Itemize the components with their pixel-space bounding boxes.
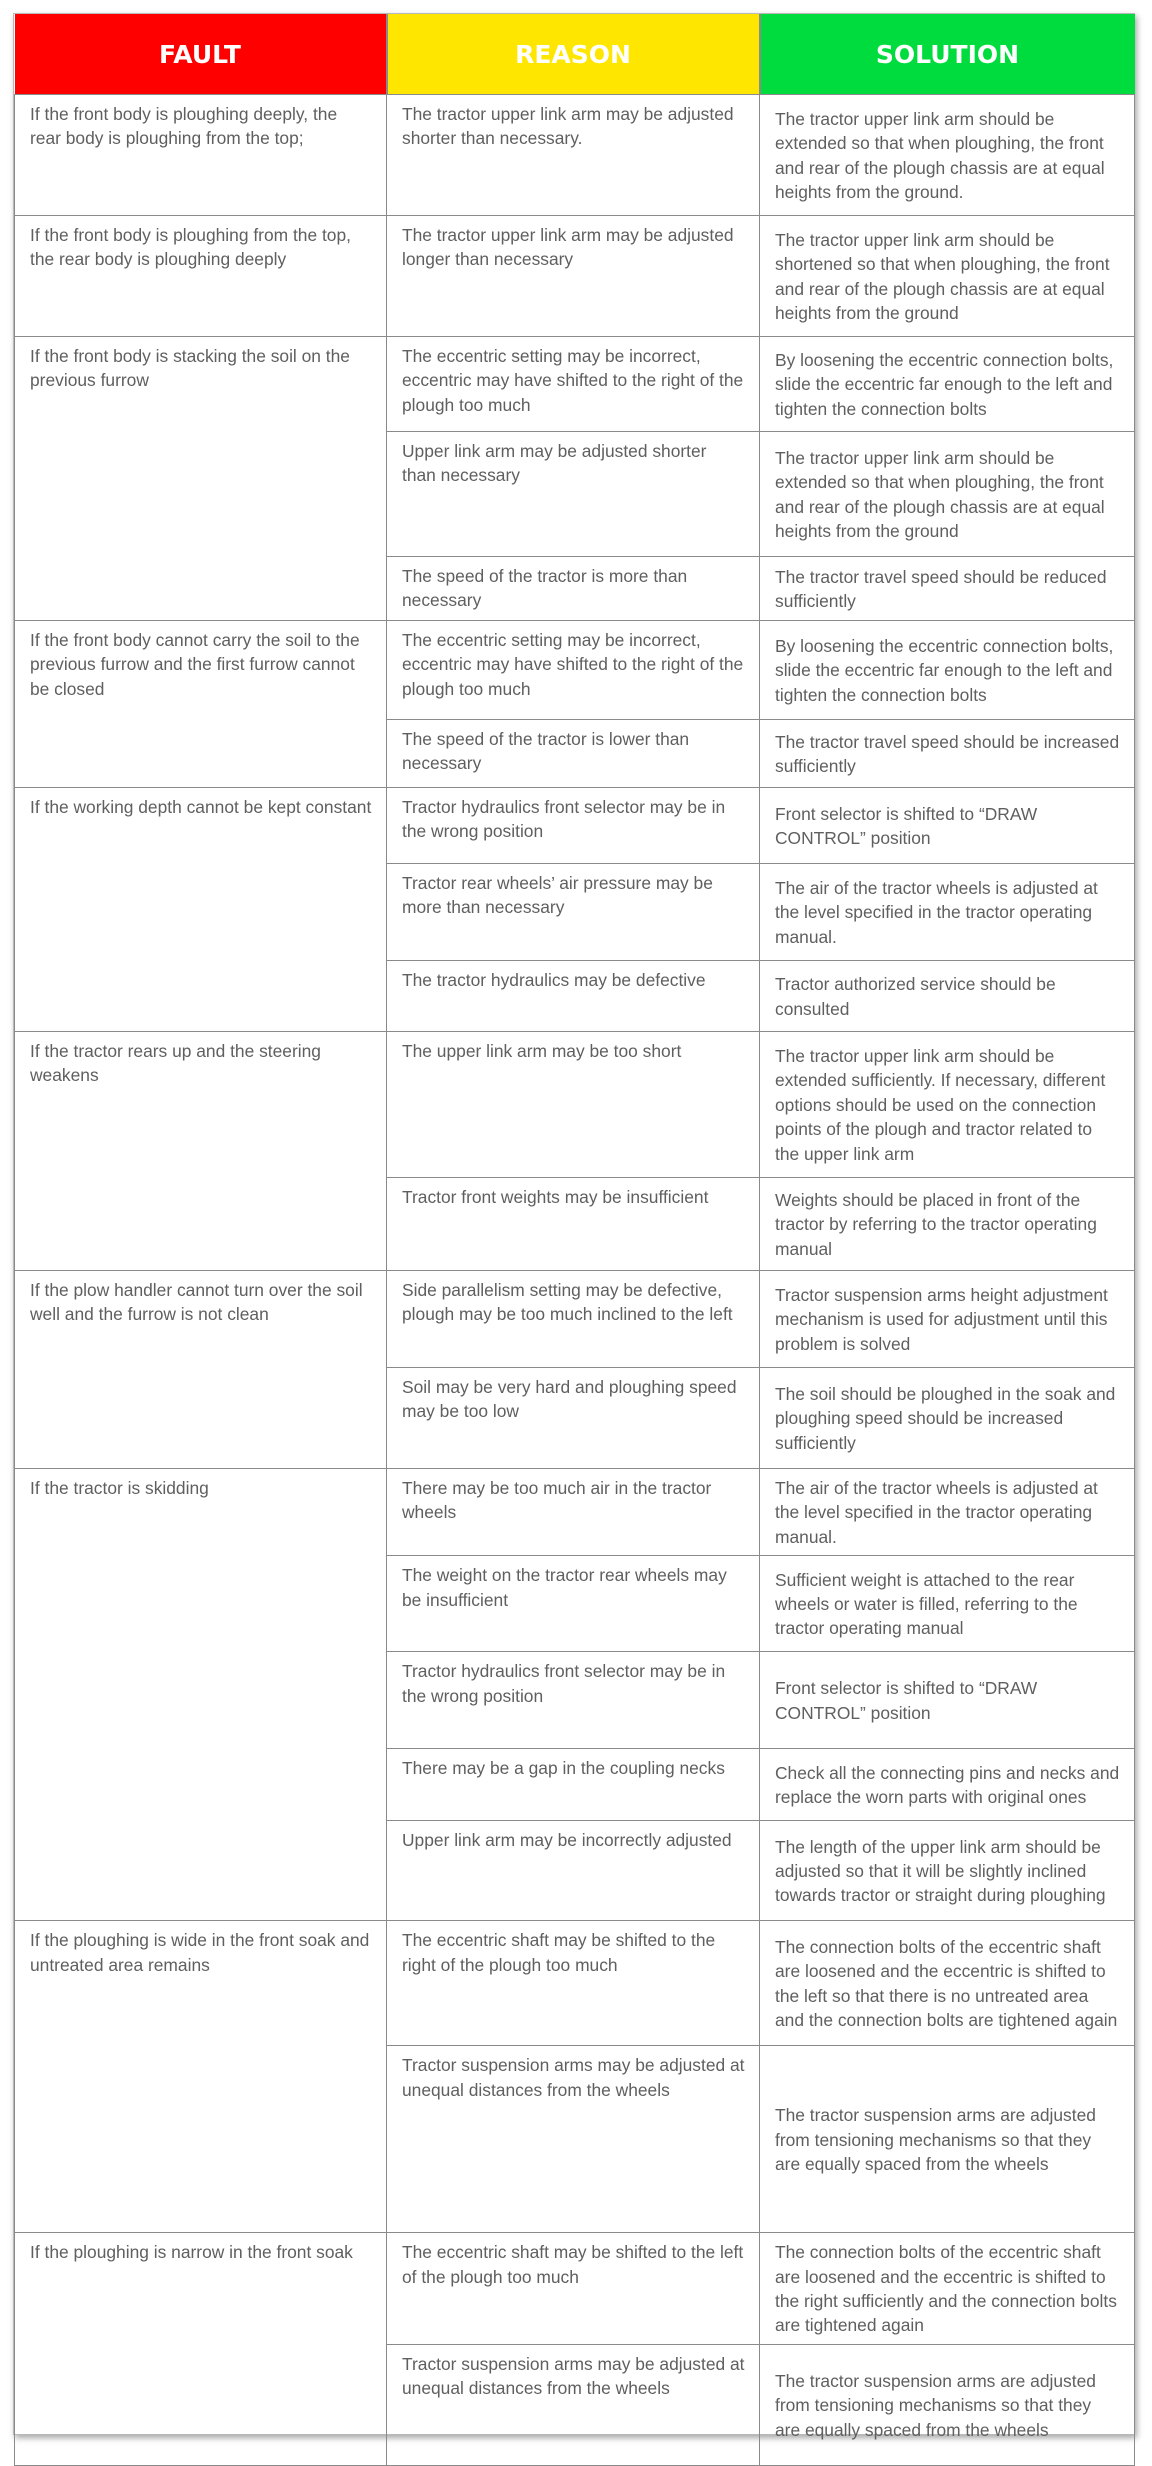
solution-cell: The air of the tractor wheels is adjusted at the level specified in the tractor operating manual. (760, 1469, 1135, 1556)
fault-cell: If the front body is stacking the soil on the previous furrow (15, 337, 387, 621)
table-row (15, 788, 1135, 864)
table-row (15, 1469, 1135, 1556)
solution-cell: The tractor upper link arm should be extended so that when ploughing, the front and rear of the plough chassis are at equal heights from the ground (760, 432, 1135, 557)
table-body (15, 95, 1135, 2466)
reason-cell: Tractor front weights may be insufficient (387, 1178, 760, 1271)
reason-cell: The speed of the tractor is lower than necessary (387, 720, 760, 788)
solution-cell: The tractor upper link arm should be extended sufficiently. If necessary, different options should be used on the connection points of the plough and tractor related to the upper link arm (760, 1032, 1135, 1178)
solution-cell: The connection bolts of the eccentric shaft are loosened and the eccentric is shifted to the right sufficiently and the connection bolts are tightened again (760, 2233, 1135, 2345)
reason-cell: The weight on the tractor rear wheels may be insufficient (387, 1556, 760, 1652)
solution-cell: Tractor authorized service should be consulted (760, 961, 1135, 1032)
reason-cell: The tractor hydraulics may be defective (387, 961, 760, 1032)
fault-cell: If the front body is ploughing deeply, the rear body is ploughing from the top; (15, 95, 387, 216)
fault-cell: If the tractor is skidding (15, 1469, 387, 1921)
reason-cell: Tractor suspension arms may be adjusted at unequal distances from the wheels (387, 2344, 760, 2465)
reason-cell: The eccentric shaft may be shifted to the left of the plough too much (387, 2233, 760, 2345)
reason-cell: Upper link arm may be adjusted shorter than necessary (387, 432, 760, 557)
table-row (15, 95, 1135, 216)
reason-cell: There may be too much air in the tractor wheels (387, 1469, 760, 1556)
reason-cell: Tractor hydraulics front selector may be in the wrong position (387, 1652, 760, 1749)
solution-cell: The tractor upper link arm should be shortened so that when ploughing, the front and rear of the plough chassis are at equal heights from the ground (760, 216, 1135, 337)
table-row (15, 1921, 1135, 2046)
reason-cell: Tractor rear wheels’ air pressure may be more than necessary (387, 864, 760, 961)
fault-header: FAULT (15, 14, 387, 95)
solution-cell: The tractor travel speed should be increased sufficiently (760, 720, 1135, 788)
reason-cell: The tractor upper link arm may be adjusted longer than necessary (387, 216, 760, 337)
table-row (15, 621, 1135, 720)
fault-cell: If the front body is ploughing from the top, the rear body is ploughing deeply (15, 216, 387, 337)
reason-header: REASON (387, 14, 760, 95)
reason-cell: Side parallelism setting may be defective, plough may be too much inclined to the left (387, 1271, 760, 1368)
reason-cell: The upper link arm may be too short (387, 1032, 760, 1178)
reason-cell: Tractor hydraulics front selector may be in the wrong position (387, 788, 760, 864)
table-row (15, 216, 1135, 337)
solution-cell: Weights should be placed in front of the tractor by referring to the tractor operating manual (760, 1178, 1135, 1271)
fault-cell: If the front body cannot carry the soil to the previous furrow and the first furrow cannot be closed (15, 621, 387, 788)
reason-cell: The speed of the tractor is more than necessary (387, 557, 760, 621)
solution-cell: The air of the tractor wheels is adjusted at the level specified in the tractor operating manual. (760, 864, 1135, 961)
table-row (15, 2233, 1135, 2345)
troubleshooting-table (14, 14, 1135, 2466)
solution-cell: By loosening the eccentric connection bolts, slide the eccentric far enough to the left and tighten the connection bolts (760, 337, 1135, 432)
reason-cell: The eccentric shaft may be shifted to the right of the plough too much (387, 1921, 760, 2046)
solution-cell: The length of the upper link arm should be adjusted so that it will be slightly inclined towards tractor or straight during ploughing (760, 1821, 1135, 1921)
solution-cell: The soil should be ploughed in the soak and ploughing speed should be increased sufficiently (760, 1368, 1135, 1469)
table-row (15, 1032, 1135, 1178)
reason-cell: Tractor suspension arms may be adjusted at unequal distances from the wheels (387, 2046, 760, 2233)
reason-cell: Upper link arm may be incorrectly adjusted (387, 1821, 760, 1921)
solution-cell: Front selector is shifted to “DRAW CONTROL” position (760, 1652, 1135, 1749)
solution-header: SOLUTION (760, 14, 1135, 95)
fault-cell: If the ploughing is wide in the front soak and untreated area remains (15, 1921, 387, 2233)
reason-cell: There may be a gap in the coupling necks (387, 1749, 760, 1821)
fault-cell: If the plow handler cannot turn over the soil well and the furrow is not clean (15, 1271, 387, 1469)
solution-cell: The tractor suspension arms are adjusted from tensioning mechanisms so that they are equally spaced from the wheels (760, 2046, 1135, 2233)
troubleshooting-table-frame (13, 13, 1135, 2440)
solution-cell: Sufficient weight is attached to the rear wheels or water is filled, referring to the tractor operating manual (760, 1556, 1135, 1652)
table-row (15, 1271, 1135, 1368)
solution-cell: Tractor suspension arms height adjustment mechanism is used for adjustment until this problem is solved (760, 1271, 1135, 1368)
solution-cell: The tractor upper link arm should be extended so that when ploughing, the front and rear of the plough chassis are at equal heights from the ground. (760, 95, 1135, 216)
reason-cell: The eccentric setting may be incorrect, eccentric may have shifted to the right of the plough too much (387, 621, 760, 720)
solution-cell: The tractor suspension arms are adjusted from tensioning mechanisms so that they are equally spaced from the wheels (760, 2344, 1135, 2465)
reason-cell: Soil may be very hard and ploughing speed may be too low (387, 1368, 760, 1469)
reason-cell: The eccentric setting may be incorrect, eccentric may have shifted to the right of the plough too much (387, 337, 760, 432)
solution-cell: Front selector is shifted to “DRAW CONTROL” position (760, 788, 1135, 864)
solution-cell: Check all the connecting pins and necks and replace the worn parts with original ones (760, 1749, 1135, 1821)
reason-cell: The tractor upper link arm may be adjusted shorter than necessary. (387, 95, 760, 216)
fault-cell: If the tractor rears up and the steering weakens (15, 1032, 387, 1271)
solution-cell: The connection bolts of the eccentric shaft are loosened and the eccentric is shifted to the left so that there is no untreated area and the connection bolts are tightened again (760, 1921, 1135, 2046)
solution-cell: By loosening the eccentric connection bolts, slide the eccentric far enough to the left and tighten the connection bolts (760, 621, 1135, 720)
fault-cell: If the ploughing is narrow in the front soak (15, 2233, 387, 2466)
table-row (15, 337, 1135, 432)
solution-cell: The tractor travel speed should be reduced sufficiently (760, 557, 1135, 621)
fault-cell: If the working depth cannot be kept constant (15, 788, 387, 1032)
header-row (15, 14, 1135, 95)
